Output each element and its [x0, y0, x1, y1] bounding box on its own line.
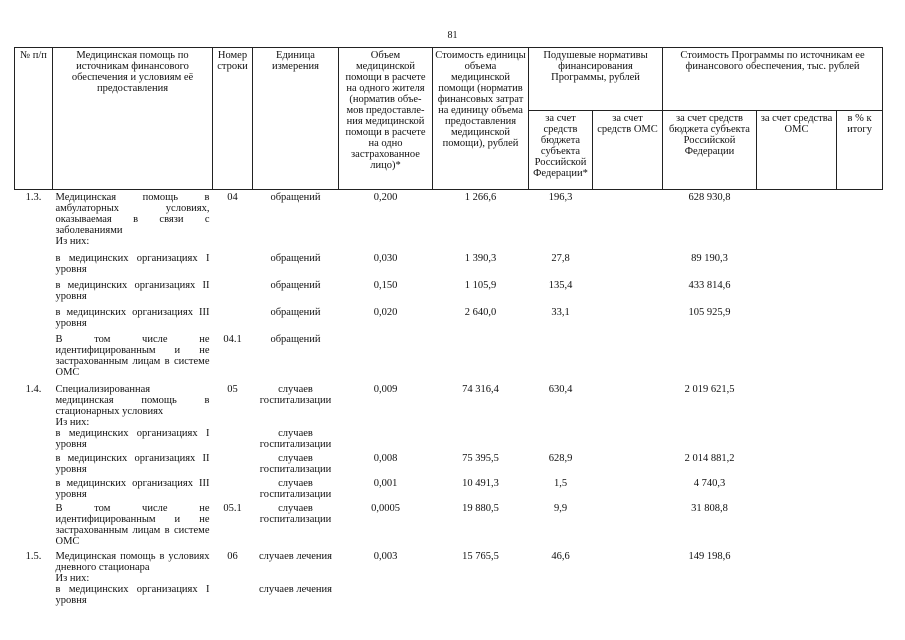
- table-row: [15, 475, 883, 500]
- cell-row-number: 05: [227, 384, 238, 395]
- header-per-capita-budget: за счет средств бюджета субъекта Российской Федерации*: [529, 111, 593, 190]
- table-row: [15, 247, 883, 275]
- cell-unit: [253, 236, 339, 247]
- cell-unit: случаев госпитализации: [259, 503, 332, 525]
- cell-num: [15, 329, 53, 378]
- cell-row-number: 05.1: [223, 503, 242, 514]
- cell-per-capita-oms: [593, 247, 663, 275]
- cell-unit-cost: [433, 236, 529, 247]
- cell-unit-cost: 19 880,5: [462, 503, 499, 514]
- cell-program-oms: [757, 190, 837, 237]
- cell-num: [15, 475, 53, 500]
- header-program-cost: Стоимость Программы по источникам ее финансового обеспечения, тыс. рублей: [663, 48, 883, 111]
- cell-program-pct: [837, 573, 883, 584]
- table-row: [15, 236, 883, 247]
- cell-per-capita-oms: [593, 378, 663, 417]
- cell-program-pct: [837, 329, 883, 378]
- cell-unit-cost: [433, 428, 529, 450]
- cell-program-budget: [663, 236, 757, 247]
- cell-name: Медицинская помощь в амбулаторных условиях, оказываемая в связи с заболеваниями: [55, 192, 210, 236]
- cell-num: [15, 428, 53, 450]
- cell-volume: 0,030: [373, 253, 398, 264]
- cell-unit: обращений: [270, 253, 321, 264]
- cell-num: 1.5.: [25, 551, 42, 562]
- cell-per-capita-oms: [593, 450, 663, 475]
- cell-program-budget: 2 014 881,2: [684, 453, 735, 464]
- cell-program-budget: 2 019 621,5: [684, 384, 735, 395]
- cell-per-capita-budget: [529, 573, 593, 584]
- cell-num: [15, 236, 53, 247]
- cell-unit: [253, 573, 339, 584]
- cell-program-budget: 31 808,8: [691, 503, 728, 514]
- cell-program-budget: [663, 428, 757, 450]
- table-header: [15, 48, 883, 190]
- table-body: [15, 190, 883, 607]
- cell-num: [15, 275, 53, 302]
- cell-row-number: [213, 275, 253, 302]
- cell-per-capita-oms: [593, 302, 663, 329]
- cell-program-budget: 89 190,3: [691, 253, 728, 264]
- cell-unit-cost: [433, 329, 529, 378]
- cell-num: [15, 450, 53, 475]
- cell-unit: случаев госпитализации: [259, 478, 332, 500]
- cell-program-pct: [837, 547, 883, 573]
- cell-volume: 0,001: [373, 478, 398, 489]
- table-row: [15, 500, 883, 547]
- cell-program-budget: 433 814,6: [688, 280, 731, 291]
- cell-program-oms: [757, 236, 837, 247]
- header-unit-cost: Стоимость единицы объема медицинской помощи (норматив финансовых затрат на единицу объема предоставления медицинской помощи), рублей: [433, 48, 529, 190]
- cell-num: [15, 500, 53, 547]
- cell-name: в медицинских организациях I уровня: [55, 584, 210, 606]
- cell-volume: [339, 573, 433, 584]
- cell-program-budget: [663, 584, 757, 606]
- table-row: [15, 417, 883, 428]
- header-volume: Объем медицинской помощи в расчете на одного жителя (норматив объе- мов предоставле- ния медицинской помощи в расчете на одно застрахованное лицо)*: [339, 48, 433, 190]
- cell-program-oms: [757, 450, 837, 475]
- table-row: [15, 190, 883, 237]
- cell-program-pct: [837, 247, 883, 275]
- cell-per-capita-budget: [529, 329, 593, 378]
- table-row: [15, 450, 883, 475]
- cell-program-pct: [837, 190, 883, 237]
- cell-num: 1.3.: [25, 192, 42, 203]
- cell-num: [15, 247, 53, 275]
- cell-program-pct: [837, 236, 883, 247]
- cell-program-oms: [757, 329, 837, 378]
- cell-volume: 0,200: [373, 192, 398, 203]
- cell-name: Медицинская помощь в условиях дневного стационара: [55, 551, 210, 573]
- cell-row-number: [213, 573, 253, 584]
- cell-name: в медицинских организациях III уровня: [55, 478, 210, 500]
- cell-per-capita-budget: 33,1: [551, 307, 570, 318]
- cell-volume: [339, 428, 433, 450]
- cell-unit: обращений: [270, 280, 321, 291]
- cell-program-budget: 4 740,3: [693, 478, 726, 489]
- cell-per-capita-oms: [593, 190, 663, 237]
- cell-program-budget: [663, 417, 757, 428]
- cell-unit: обращений: [270, 192, 321, 203]
- cell-row-number: [213, 247, 253, 275]
- cell-unit: обращений: [270, 307, 321, 318]
- cell-num: [15, 584, 53, 606]
- table-row: [15, 275, 883, 302]
- header-unit: Единица измерения: [253, 48, 339, 190]
- cell-per-capita-budget: 1,5: [553, 478, 568, 489]
- cell-unit: случаев госпитализации: [259, 453, 332, 475]
- table-row: [15, 573, 883, 584]
- cell-per-capita-budget: 27,8: [551, 253, 570, 264]
- cell-row-number: [213, 450, 253, 475]
- table-row: [15, 428, 883, 450]
- cell-row-number: [213, 428, 253, 450]
- cell-program-oms: [757, 500, 837, 547]
- cell-unit-cost: 1 266,6: [464, 192, 497, 203]
- cell-volume: 0,008: [373, 453, 398, 464]
- table-row: [15, 547, 883, 573]
- cell-program-pct: [837, 275, 883, 302]
- cell-num: 1.4.: [25, 384, 42, 395]
- cell-name: в медицинских организациях I уровня: [55, 253, 210, 275]
- cell-per-capita-budget: [529, 236, 593, 247]
- cell-per-capita-oms: [593, 584, 663, 606]
- table-row: [15, 378, 883, 417]
- cell-unit-cost: 1 390,3: [464, 253, 497, 264]
- cell-program-budget: [663, 573, 757, 584]
- cell-name: Из них:: [55, 573, 90, 584]
- cell-per-capita-budget: [529, 417, 593, 428]
- cell-program-oms: [757, 378, 837, 417]
- cell-per-capita-budget: 46,6: [551, 551, 570, 562]
- cell-volume: 0,020: [373, 307, 398, 318]
- header-name: Медицинская помощь по источникам финансового обеспечения и условиям её предоставления: [53, 48, 213, 190]
- cell-program-budget: 149 198,6: [688, 551, 731, 562]
- cell-row-number: [213, 302, 253, 329]
- cell-volume: 0,003: [373, 551, 398, 562]
- cell-name: в медицинских организациях II уровня: [55, 453, 210, 475]
- cell-program-oms: [757, 475, 837, 500]
- cell-program-pct: [837, 475, 883, 500]
- header-per-capita-oms: за счет средств ОМС: [593, 111, 663, 190]
- cell-per-capita-oms: [593, 329, 663, 378]
- cell-program-budget: 105 925,9: [688, 307, 731, 318]
- cell-unit-cost: 75 395,5: [462, 453, 499, 464]
- cell-row-number: 04: [227, 192, 238, 203]
- cell-per-capita-oms: [593, 500, 663, 547]
- cell-unit: случаев лечения: [259, 551, 332, 562]
- cell-unit: случаев госпитализации: [259, 428, 332, 450]
- cell-name: в медицинских организациях I уровня: [55, 428, 210, 450]
- cell-program-oms: [757, 584, 837, 606]
- cell-name: Специализированная медицинская помощь в стационарных условиях: [55, 384, 210, 417]
- cell-per-capita-budget: 9,9: [553, 503, 568, 514]
- cell-row-number: [213, 475, 253, 500]
- cell-row-number: [213, 584, 253, 606]
- cell-unit-cost: 2 640,0: [464, 307, 497, 318]
- cell-unit: случаев госпитализации: [259, 384, 332, 406]
- cell-unit-cost: [433, 584, 529, 606]
- cell-program-oms: [757, 247, 837, 275]
- cell-per-capita-oms: [593, 417, 663, 428]
- cell-num: [15, 417, 53, 428]
- cell-volume: [339, 584, 433, 606]
- cell-unit: случаев лечения: [259, 584, 332, 595]
- cell-volume: 0,009: [373, 384, 398, 395]
- cell-per-capita-budget: 135,4: [548, 280, 573, 291]
- cell-name: в медицинских организациях II уровня: [55, 280, 210, 302]
- cell-program-pct: [837, 428, 883, 450]
- cell-unit-cost: [433, 573, 529, 584]
- header-per-capita: Подушевые нормативы финансирования Программы, рублей: [529, 48, 663, 111]
- cell-per-capita-oms: [593, 428, 663, 450]
- cell-program-budget: [663, 329, 757, 378]
- cell-program-oms: [757, 428, 837, 450]
- cell-unit-cost: 74 316,4: [462, 384, 499, 395]
- cell-name: В том числе не идентифицированным и не застрахованным лицам в системе ОМС: [55, 503, 210, 547]
- cell-volume: 0,0005: [371, 503, 400, 514]
- cell-program-pct: [837, 302, 883, 329]
- header-num: № п/п: [15, 48, 53, 190]
- cell-name: Из них:: [55, 417, 90, 428]
- cell-unit-cost: 15 765,5: [462, 551, 499, 562]
- cell-unit-cost: 1 105,9: [464, 280, 497, 291]
- cell-program-pct: [837, 500, 883, 547]
- cell-per-capita-oms: [593, 573, 663, 584]
- cell-volume: [339, 236, 433, 247]
- cell-name: в медицинских организациях III уровня: [55, 307, 210, 329]
- cell-row-number: 04.1: [223, 334, 242, 345]
- cell-program-budget: 628 930,8: [688, 192, 731, 203]
- cell-program-pct: [837, 378, 883, 417]
- cell-per-capita-oms: [593, 275, 663, 302]
- header-row-number: Номер строки: [213, 48, 253, 190]
- cell-program-pct: [837, 584, 883, 606]
- cell-num: [15, 573, 53, 584]
- cell-per-capita-budget: [529, 428, 593, 450]
- table-row: [15, 302, 883, 329]
- cell-program-pct: [837, 450, 883, 475]
- page-number: 81: [447, 30, 458, 41]
- header-program-pct: в % к итогу: [837, 111, 883, 190]
- financing-table: [14, 47, 883, 606]
- table-row: [15, 329, 883, 378]
- cell-per-capita-oms: [593, 236, 663, 247]
- header-program-budget: за счет средств бюджета субъекта Российской Федерации: [663, 111, 757, 190]
- cell-name: В том числе не идентифицированным и не застрахованным лицам в системе ОМС: [55, 334, 210, 378]
- cell-volume: [339, 329, 433, 378]
- cell-volume: [339, 417, 433, 428]
- cell-program-oms: [757, 275, 837, 302]
- header-program-oms: за счет средства ОМС: [757, 111, 837, 190]
- cell-num: [15, 302, 53, 329]
- cell-name: Из них:: [55, 236, 90, 247]
- cell-per-capita-budget: 630,4: [548, 384, 573, 395]
- table-row: [15, 584, 883, 606]
- cell-unit: [253, 417, 339, 428]
- cell-row-number: [213, 417, 253, 428]
- cell-program-oms: [757, 547, 837, 573]
- cell-unit-cost: 10 491,3: [462, 478, 499, 489]
- cell-unit: обращений: [270, 334, 321, 345]
- cell-program-oms: [757, 573, 837, 584]
- cell-per-capita-oms: [593, 547, 663, 573]
- cell-per-capita-budget: [529, 584, 593, 606]
- cell-program-pct: [837, 417, 883, 428]
- cell-row-number: [213, 236, 253, 247]
- cell-program-oms: [757, 302, 837, 329]
- cell-per-capita-oms: [593, 475, 663, 500]
- cell-program-oms: [757, 417, 837, 428]
- cell-per-capita-budget: 196,3: [548, 192, 573, 203]
- cell-row-number: 06: [227, 551, 238, 562]
- cell-per-capita-budget: 628,9: [548, 453, 573, 464]
- cell-unit-cost: [433, 417, 529, 428]
- cell-volume: 0,150: [373, 280, 398, 291]
